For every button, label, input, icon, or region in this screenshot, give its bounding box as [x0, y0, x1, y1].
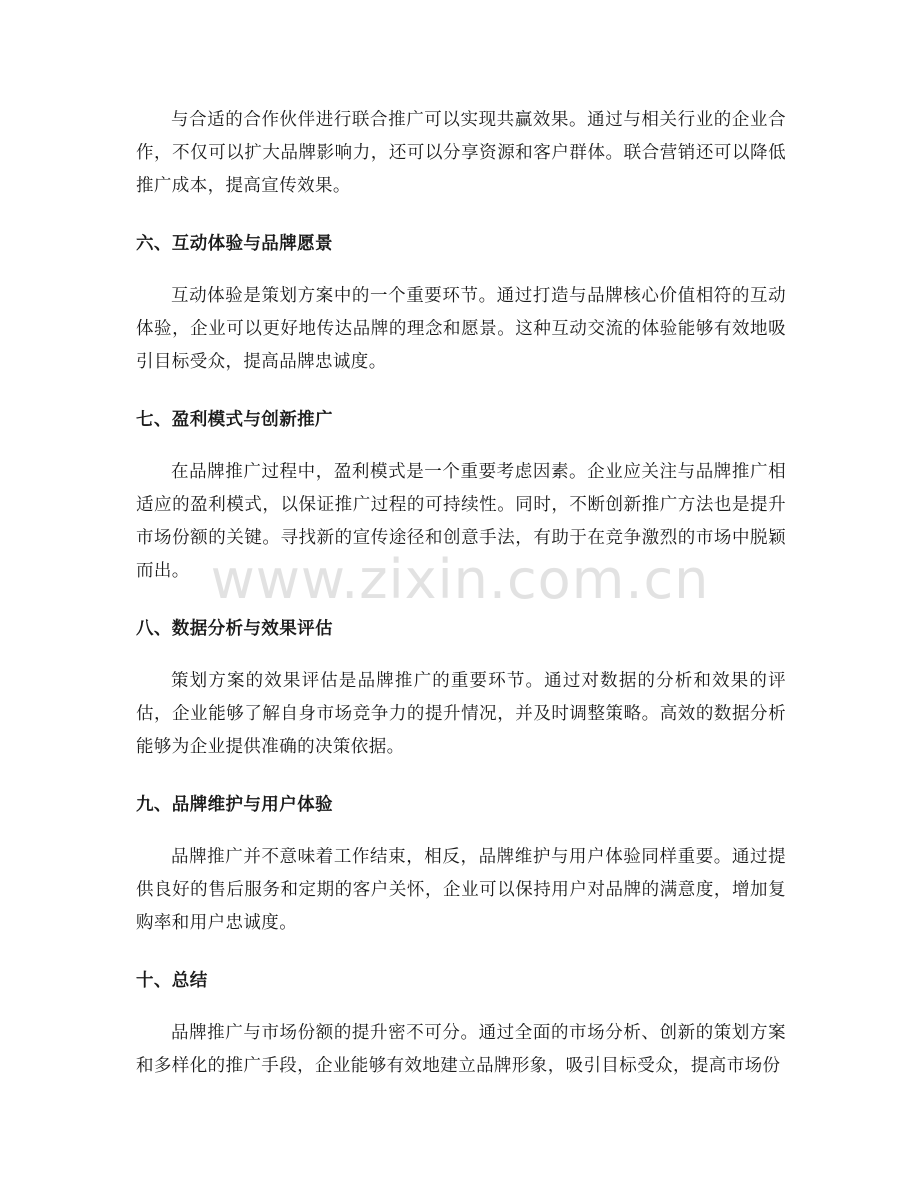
watermark-text: www.zixin.com.cn: [210, 548, 710, 611]
section-heading-9: 九、品牌维护与用户体验: [136, 795, 333, 815]
intro-paragraph: 与合适的合作伙伴进行联合推广可以实现共赢效果。通过与相关行业的企业合作，不仅可以扩大品牌影响力，还可以分享资源和客户群体。联合营销还可以降低推广成本，提高宣传效果。: [136, 110, 786, 196]
section-heading-6: 六、互动体验与品牌愿景: [136, 234, 333, 254]
section-body-10: 品牌推广与市场份额的提升密不可分。通过全面的市场分析、创新的策划方案和多样化的推广手段，企业能够有效地建立品牌形象，吸引目标受众，提高市场份: [136, 1023, 786, 1076]
section-body-9: 品牌推广并不意味着工作结束，相反，品牌维护与用户体验同样重要。通过提供良好的售后服务和定期的客户关怀，企业可以保持用户对品牌的满意度，增加复购率和用户忠诚度。: [136, 847, 786, 933]
section-heading-8: 八、数据分析与效果评估: [136, 619, 333, 639]
section-body-7: 在品牌推广过程中，盈利模式是一个重要考虑因素。企业应关注与品牌推广相适应的盈利模式，以保证推广过程的可持续性。同时，不断创新推广方法也是提升市场份额的关键。寻找新的宣传途径和创意手法，有助于在竞争激烈的市场中脱颖而出。: [136, 462, 786, 581]
document-content: [136, 104, 786, 1083]
section-heading-7: 七、盈利模式与创新推广: [136, 410, 333, 430]
section-heading-10: 十、总结: [136, 971, 208, 991]
section-body-8: 策划方案的效果评估是品牌推广的重要环节。通过对数据的分析和效果的评估，企业能够了解自身市场竞争力的提升情况，并及时调整策略。高效的数据分析能够为企业提供准确的决策依据。: [136, 671, 786, 757]
section-body-6: 互动体验是策划方案中的一个重要环节。通过打造与品牌核心价值相符的互动体验，企业可以更好地传达品牌的理念和愿景。这种互动交流的体验能够有效地吸引目标受众，提高品牌忠诚度。: [136, 286, 786, 372]
